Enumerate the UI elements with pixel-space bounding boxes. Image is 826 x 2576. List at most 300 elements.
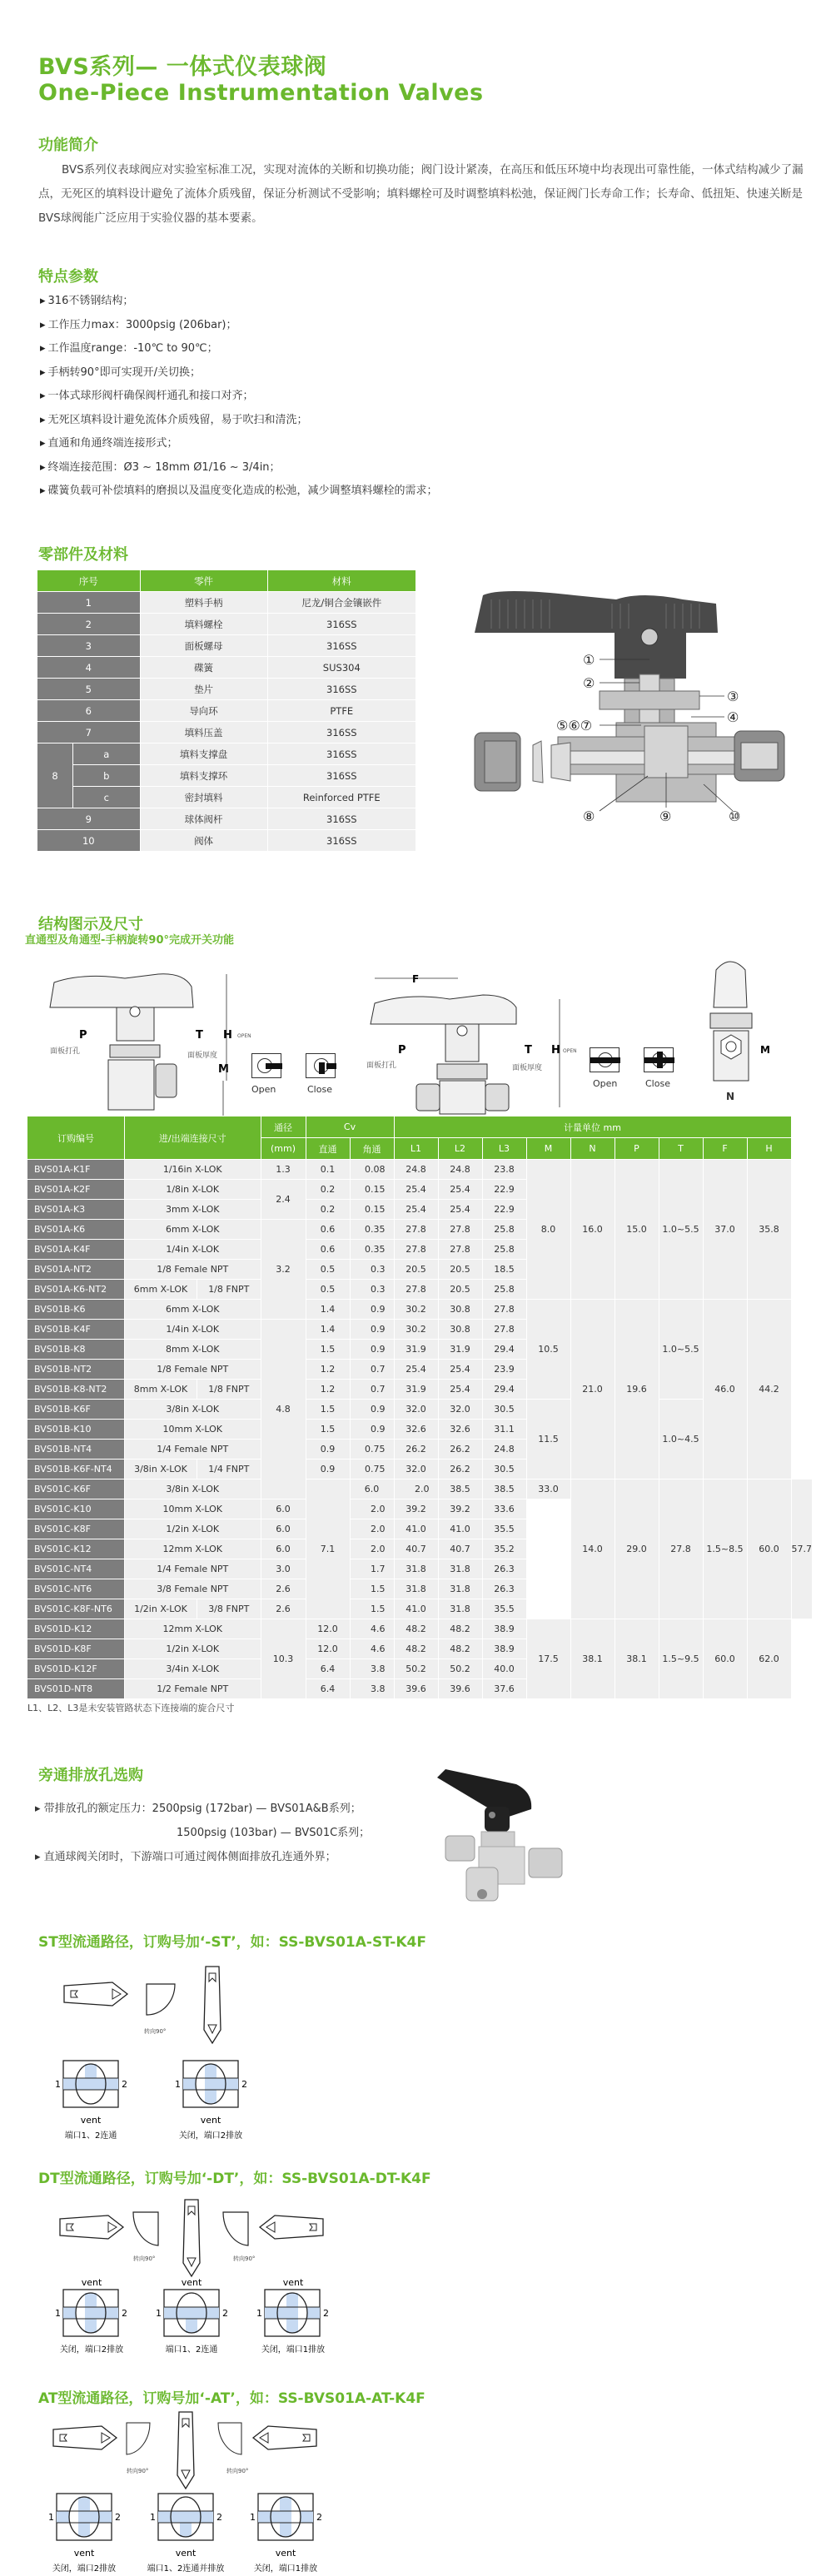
dim-L3: 27.8: [483, 1320, 526, 1339]
rotate-arc-icon: [147, 1984, 175, 2015]
order-code: BVS01C-K12: [27, 1539, 124, 1559]
cv-straight: 6.0: [261, 1519, 306, 1539]
parts-row: [37, 679, 415, 699]
dim-P: 27.8: [659, 1479, 703, 1619]
parts-row: [37, 657, 415, 678]
dim-L3: 27.8: [483, 1300, 526, 1319]
dim-L3: 38.9: [483, 1639, 526, 1658]
dim-L3: 25.8: [483, 1280, 526, 1299]
part-name: 填料螺栓: [141, 614, 267, 634]
cv-angle: 0.7: [351, 1380, 394, 1399]
dim-L3: 26.3: [483, 1559, 526, 1579]
dim-L1: 32.0: [395, 1460, 438, 1479]
port-2-label: 2: [316, 2512, 322, 2523]
cv-straight: 0.5: [306, 1280, 350, 1299]
structure-subheading: 直通型及角通型-手柄旋转90°完成开关功能: [25, 934, 234, 947]
part-material: SUS304: [268, 657, 415, 678]
part-number: 5: [37, 679, 140, 699]
dim-L1: 48.2: [395, 1639, 438, 1658]
panel-thickness-label: 面板厚度: [187, 1052, 218, 1060]
conn-b: 3/8 FNPT: [197, 1599, 261, 1619]
flow-caption: 关闭，端口1排放: [261, 2345, 326, 2355]
bore: 1.3: [261, 1160, 306, 1179]
dims-row: [27, 1400, 812, 1419]
part-material: PTFE: [268, 700, 415, 721]
cv-angle: 0.35: [351, 1240, 394, 1259]
open-position-icon-2: [590, 1047, 620, 1072]
cv-angle: 0.9: [351, 1300, 394, 1319]
dim-F: F: [412, 973, 420, 985]
conn-b: 1/4 FNPT: [197, 1460, 261, 1479]
dim-L3: 33.6: [483, 1499, 526, 1519]
open-label-1: Open: [251, 1084, 276, 1095]
dim-L2: 25.4: [439, 1380, 482, 1399]
dims-row: [27, 1300, 812, 1319]
conn-b: 1/8 FNPT: [197, 1380, 261, 1399]
connection: 3/8in X-LOK: [125, 1479, 261, 1499]
dim-L2: 27.8: [439, 1240, 482, 1259]
parts-row: [37, 787, 415, 808]
dim-L2: 27.8: [439, 1220, 482, 1239]
col-header: 序号: [37, 570, 140, 591]
order-code: BVS01A-K2F: [27, 1180, 124, 1199]
part-name: 填料压盖: [141, 722, 267, 743]
part-sub: a: [73, 743, 140, 764]
cv-angle: 0.15: [351, 1200, 394, 1219]
dim-L3: 25.8: [483, 1220, 526, 1239]
connection: 1/16in X-LOK: [125, 1160, 261, 1179]
dim-M: 8.0: [527, 1160, 570, 1299]
dim-M: 17.5: [527, 1619, 570, 1698]
vent-label: vent: [282, 2277, 304, 2288]
dim-L2: 41.0: [439, 1519, 482, 1539]
part-number: 9: [37, 808, 140, 829]
dim-N: 29.0: [615, 1479, 659, 1619]
dim-L2: 30.8: [439, 1300, 482, 1319]
handle-vertical-icon: [204, 1967, 221, 2043]
callout-8: ⑧: [583, 808, 595, 824]
feature-item: ▸ 316不锈钢结构；: [40, 290, 438, 314]
port-schematic: [250, 2494, 322, 2540]
part-name: 碟簧: [141, 657, 267, 678]
features-list: [40, 290, 438, 504]
dim-L2: 48.2: [439, 1619, 482, 1639]
part-name: 面板螺母: [141, 635, 267, 656]
part-number: 1: [37, 592, 140, 613]
cv-straight: 1.5: [306, 1340, 350, 1359]
dim-N: 38.1: [571, 1619, 615, 1698]
port-2-label: 2: [222, 2308, 228, 2319]
rotate-arc-icon: [223, 2212, 248, 2245]
part-material: 316SS: [268, 743, 415, 764]
cv-angle: 0.35: [351, 1220, 394, 1239]
dim-L3: 23.9: [483, 1360, 526, 1379]
dim-L2: 39.2: [439, 1499, 482, 1519]
col-P: P: [615, 1138, 659, 1159]
cv-angle: 2.0: [395, 1479, 438, 1499]
side-view-drawing: [695, 945, 779, 1087]
cv-straight: 6.4: [306, 1659, 350, 1678]
dim-P: 19.6: [615, 1300, 659, 1479]
order-code: BVS01C-K8F-NT6: [27, 1599, 124, 1619]
dim-H: 57.7: [792, 1479, 813, 1619]
order-code: BVS01B-K6F-NT4: [27, 1460, 124, 1479]
dim-L3: 23.8: [483, 1160, 526, 1179]
close-label-3: Close: [645, 1078, 670, 1089]
st-title: ST型流通路径，订购号加‘-ST’，如：SS-BVS01A-ST-K4F: [38, 1934, 426, 1951]
part-number: 2: [37, 614, 140, 634]
order-code: BVS01C-NT4: [27, 1559, 124, 1579]
dim-L2: 40.7: [439, 1539, 482, 1559]
dim-L1: 20.5: [395, 1260, 438, 1279]
vent-label: vent: [200, 2115, 221, 2126]
open-label-2: OPEN: [563, 1048, 577, 1054]
cv-angle: 2.0: [351, 1519, 394, 1539]
panel-hole-label-2: 面板打孔: [366, 1062, 397, 1070]
connection: 1/4 Female NPT: [125, 1559, 261, 1579]
dim-L2: 38.5: [483, 1479, 526, 1499]
part-material: Reinforced PTFE: [268, 787, 415, 808]
dim-L1: 40.7: [395, 1539, 438, 1559]
cv-straight: 1.5: [306, 1400, 350, 1419]
connection: 1/4in X-LOK: [125, 1320, 261, 1339]
col-unit: 计量单位 mm: [395, 1116, 791, 1137]
dim-L1: 27.8: [395, 1220, 438, 1239]
vent-bullets: [35, 1797, 370, 1869]
handle-top-view-icon: [64, 1982, 127, 2006]
port-2-label: 2: [216, 2512, 222, 2523]
parts-row: [37, 765, 415, 786]
open-position-icon: [251, 1053, 281, 1078]
bore: 3.2: [261, 1220, 306, 1319]
bullet-icon: ▸: [35, 1803, 44, 1815]
order-code: BVS01B-NT2: [27, 1360, 124, 1379]
feature-item: ▸ 终端连接范围：Ø3 ~ 18mm Ø1/16 ~ 3/4in；: [40, 456, 438, 480]
dim-L2: 24.8: [439, 1160, 482, 1179]
dim-L1: 25.4: [395, 1200, 438, 1219]
part-material: 316SS: [268, 808, 415, 829]
dim-L2: 25.4: [439, 1200, 482, 1219]
dt-title: DT型流通路径，订购号加‘-DT’，如：SS-BVS01A-DT-K4F: [38, 2171, 431, 2187]
dim-L2: 39.6: [439, 1679, 482, 1698]
bore: 7.1: [306, 1479, 350, 1619]
cv-straight: 1.2: [306, 1360, 350, 1379]
connection: 3/8in X-LOK: [125, 1400, 261, 1419]
dim-L1: 31.9: [395, 1340, 438, 1359]
dim-L2: 31.9: [439, 1340, 482, 1359]
dim-L1: 38.5: [439, 1479, 482, 1499]
dim-L3: 25.8: [483, 1240, 526, 1259]
cv-angle: 0.15: [351, 1180, 394, 1199]
part-material: 316SS: [268, 635, 415, 656]
dim-N: 16.0: [571, 1160, 615, 1299]
order-code: BVS01A-K6: [27, 1220, 124, 1239]
cv-straight: 6.0: [351, 1479, 394, 1499]
dim-L2: 20.5: [439, 1280, 482, 1299]
callout-9: ⑨: [659, 808, 672, 824]
dim-L3: 24.8: [483, 1440, 526, 1459]
col-header: 零件: [141, 570, 267, 591]
dim-N: 21.0: [571, 1300, 615, 1479]
cv-straight: 12.0: [306, 1639, 350, 1658]
cv-angle: 0.9: [351, 1320, 394, 1339]
cv-angle: 1.5: [351, 1579, 394, 1599]
order-code: BVS01C-K6F: [27, 1479, 124, 1499]
dim-T: 1.0~5.5: [659, 1160, 703, 1299]
vent-label: vent: [275, 2548, 296, 2559]
order-code: BVS01D-K12: [27, 1619, 124, 1639]
port-1-label: 1: [48, 2512, 54, 2523]
cv-angle: 0.9: [351, 1400, 394, 1419]
connection: 1/8 Female NPT: [125, 1260, 261, 1279]
part-number: 6: [37, 700, 140, 721]
dim-T: 1.0~4.5: [659, 1400, 703, 1479]
connection: 8mm X-LOK: [125, 1340, 261, 1359]
parts-row: [37, 722, 415, 743]
valve-cross-section-diagram: [450, 566, 816, 833]
cv-straight: 6.0: [261, 1539, 306, 1559]
cv-straight: 0.9: [306, 1460, 350, 1479]
dim-F: 46.0: [704, 1300, 747, 1479]
part-material: 尼龙/铜合金镶嵌件: [268, 592, 415, 613]
feature-item: ▸ 工作温度range：-10℃ to 90℃；: [40, 337, 438, 361]
port-1-label: 1: [250, 2512, 256, 2523]
port-schematic: [48, 2494, 121, 2540]
dim-L2: 26.2: [439, 1460, 482, 1479]
dim-L1: 41.0: [395, 1519, 438, 1539]
rotate-label: 转向90°: [133, 2255, 156, 2262]
order-code: BVS01C-K10: [27, 1499, 124, 1519]
dim-L3: 26.3: [483, 1579, 526, 1599]
rotate-label: 转向90°: [226, 2468, 249, 2474]
handle-top-view-icon: [253, 2426, 316, 2449]
dim-L1: 50.2: [395, 1659, 438, 1678]
callout-1: ①: [583, 652, 595, 668]
st-flow-diagrams: [33, 1957, 566, 2141]
col-cv-straight: 直通: [306, 1138, 350, 1159]
order-code: BVS01D-K12F: [27, 1659, 124, 1678]
handle-top-view-icon: [60, 2215, 123, 2239]
port-1-label: 1: [55, 2308, 61, 2319]
order-code: BVS01A-NT2: [27, 1260, 124, 1279]
dims-row: [27, 1479, 812, 1499]
dim-L2: 32.0: [439, 1400, 482, 1419]
port-schematic: [156, 2290, 228, 2336]
dim-L3: 40.0: [483, 1659, 526, 1678]
order-code: BVS01B-NT4: [27, 1440, 124, 1459]
part-material: 316SS: [268, 765, 415, 786]
connection: 1/4in X-LOK: [125, 1240, 261, 1259]
parts-table: [37, 569, 416, 852]
part-number: 8: [37, 743, 72, 808]
col-T: T: [659, 1138, 703, 1159]
flow-caption: 关闭，端口2排放: [52, 2564, 117, 2574]
port-schematic: [55, 2290, 127, 2336]
cv-angle: 3.8: [351, 1659, 394, 1678]
part-number: 3: [37, 635, 140, 656]
col-cv: Cv: [306, 1116, 394, 1137]
cv-straight: 0.2: [306, 1180, 350, 1199]
feature-item: ▸ 碟簧负载可补偿填料的磨损以及温度变化造成的松弛，减少调整填料螺栓的需求；: [40, 480, 438, 504]
dim-T-2: T: [525, 1044, 532, 1057]
dim-L3: 22.9: [483, 1200, 526, 1219]
connection: 3/4in X-LOK: [125, 1659, 261, 1678]
part-material: 316SS: [268, 722, 415, 743]
cv-straight: 0.1: [306, 1160, 350, 1179]
connection: 1/4 Female NPT: [125, 1440, 261, 1459]
vent-label: vent: [80, 2115, 102, 2126]
conn-a: 1/2in X-LOK: [125, 1599, 197, 1619]
dim-L1: 32.6: [395, 1420, 438, 1439]
structure-heading: 结构图示及尺寸: [38, 916, 143, 933]
callout-567: ⑤⑥⑦: [556, 718, 593, 734]
port-schematic: [256, 2290, 329, 2336]
vent-label: vent: [81, 2277, 102, 2288]
dim-P-2: P: [398, 1044, 406, 1057]
parts-row: [37, 592, 415, 613]
dim-M: M: [218, 1063, 229, 1076]
cv-angle: 0.75: [351, 1440, 394, 1459]
dim-P: 15.0: [615, 1160, 659, 1299]
cv-straight: 2.6: [261, 1579, 306, 1599]
dim-H: 35.8: [748, 1160, 791, 1299]
parts-row: [37, 830, 415, 851]
connection: 10mm X-LOK: [125, 1499, 261, 1519]
dim-T: 1.0~5.5: [659, 1300, 703, 1399]
part-material: 316SS: [268, 614, 415, 634]
order-code: BVS01C-NT6: [27, 1579, 124, 1599]
conn-a: 6mm X-LOK: [125, 1280, 197, 1299]
bullet-icon: ▸: [35, 1851, 44, 1863]
handle-vertical-icon: [177, 2412, 194, 2489]
cv-angle: 0.08: [351, 1160, 394, 1179]
cv-angle: 4.6: [351, 1639, 394, 1658]
dim-L1: 39.6: [395, 1679, 438, 1698]
connection: 1/8in X-LOK: [125, 1180, 261, 1199]
handle-shape: [475, 591, 718, 633]
connection: 3mm X-LOK: [125, 1200, 261, 1219]
port-1-label: 1: [150, 2512, 156, 2523]
dim-L1: 48.2: [395, 1619, 438, 1639]
order-code: BVS01A-K4F: [27, 1240, 124, 1259]
cv-angle: 1.5: [351, 1599, 394, 1619]
cv-angle: 0.3: [351, 1260, 394, 1279]
port-schematic: [55, 2061, 127, 2107]
dim-M: 14.0: [571, 1479, 615, 1619]
dim-L3: 38.9: [483, 1619, 526, 1639]
dim-P: 38.1: [615, 1619, 659, 1698]
feature-item: ▸ 直通和角通终端连接形式；: [40, 432, 438, 456]
cv-straight: 1.5: [306, 1420, 350, 1439]
dim-L1: 30.2: [395, 1300, 438, 1319]
dim-T: 1.5~9.5: [659, 1619, 703, 1698]
dim-H: 62.0: [748, 1619, 791, 1698]
dim-L3: 35.2: [483, 1539, 526, 1559]
dim-L1: 25.4: [395, 1180, 438, 1199]
flow-caption: 端口1、2连通: [64, 2131, 117, 2141]
cv-angle: 0.75: [351, 1460, 394, 1479]
conn-b: 1/8 FNPT: [197, 1280, 261, 1299]
cv-straight: 0.6: [306, 1240, 350, 1259]
parts-row: [37, 808, 415, 829]
dim-L2: 25.4: [439, 1360, 482, 1379]
port-2-label: 2: [323, 2308, 329, 2319]
vent-heading: 旁通排放孔选购: [38, 1767, 143, 1784]
dimensions-table: [27, 1116, 813, 1699]
connection: 1/2in X-LOK: [125, 1639, 261, 1658]
cv-angle: 1.7: [351, 1559, 394, 1579]
port-2-label: 2: [115, 2512, 121, 2523]
open-label-3: Open: [593, 1078, 618, 1089]
callout-10: ⑩: [729, 808, 741, 824]
port-schematic: [150, 2494, 222, 2540]
intro-heading: 功能简介: [38, 137, 98, 154]
connection: 6mm X-LOK: [125, 1300, 261, 1319]
order-code: BVS01B-K8: [27, 1340, 124, 1359]
feature-item: ▸ 一体式球形阀杆确保阀杆通孔和接口对齐；: [40, 385, 438, 409]
part-material: 316SS: [268, 830, 415, 851]
rotate-label: 转向90°: [233, 2255, 256, 2262]
cv-straight: 1.2: [306, 1380, 350, 1399]
title-cn: BVS系列— 一体式仪表球阀: [38, 54, 327, 80]
port-1-label: 1: [156, 2308, 162, 2319]
dim-L1: 39.2: [395, 1499, 438, 1519]
dt-flow-diagrams: [33, 2194, 566, 2369]
dim-L2: 26.2: [439, 1440, 482, 1459]
dim-L3: 31.1: [483, 1420, 526, 1439]
conn-a: 3/8in X-LOK: [125, 1460, 197, 1479]
dim-L1: 25.4: [395, 1360, 438, 1379]
order-code: BVS01A-K3: [27, 1200, 124, 1219]
col-F: F: [704, 1138, 747, 1159]
title-en: One-Piece Instrumentation Valves: [38, 80, 484, 106]
cv-straight: 6.0: [261, 1499, 306, 1519]
connection: 1/8 Female NPT: [125, 1360, 261, 1379]
dim-L1: 30.2: [395, 1320, 438, 1339]
handle-top-view-icon: [260, 2215, 323, 2239]
dim-L1: 32.0: [395, 1400, 438, 1419]
connection: 10mm X-LOK: [125, 1420, 261, 1439]
cv-straight: 2.6: [261, 1599, 306, 1619]
dim-L2: 32.6: [439, 1420, 482, 1439]
dim-H-2: H: [551, 1044, 560, 1057]
order-code: BVS01C-K8F: [27, 1519, 124, 1539]
part-sub: b: [73, 765, 140, 786]
part-name: 填料支撑盘: [141, 743, 267, 764]
parts-row: [37, 700, 415, 721]
col-L3: L3: [483, 1138, 526, 1159]
dim-L3: 30.5: [483, 1460, 526, 1479]
vent-label: vent: [73, 2548, 95, 2559]
parts-heading: 零部件及材料: [38, 546, 128, 564]
part-sub: c: [73, 787, 140, 808]
part-name: 密封填料: [141, 787, 267, 808]
bore: 10.3: [261, 1619, 306, 1698]
order-code: BVS01B-K6F: [27, 1400, 124, 1419]
dim-L2: 50.2: [439, 1659, 482, 1678]
dim-T: T: [196, 1029, 203, 1042]
conn-a: 8mm X-LOK: [125, 1380, 197, 1399]
cv-straight: 6.4: [306, 1679, 350, 1698]
connection: 12mm X-LOK: [125, 1619, 261, 1639]
connection: 1/2 Female NPT: [125, 1679, 261, 1698]
dim-L3: 35.5: [483, 1519, 526, 1539]
rotate-arc-icon: [218, 2423, 241, 2454]
flow-caption: 关闭，端口2排放: [59, 2345, 124, 2355]
cv-angle: 4.6: [351, 1619, 394, 1639]
dim-L2: 48.2: [439, 1639, 482, 1658]
order-code: BVS01B-K4F: [27, 1320, 124, 1339]
